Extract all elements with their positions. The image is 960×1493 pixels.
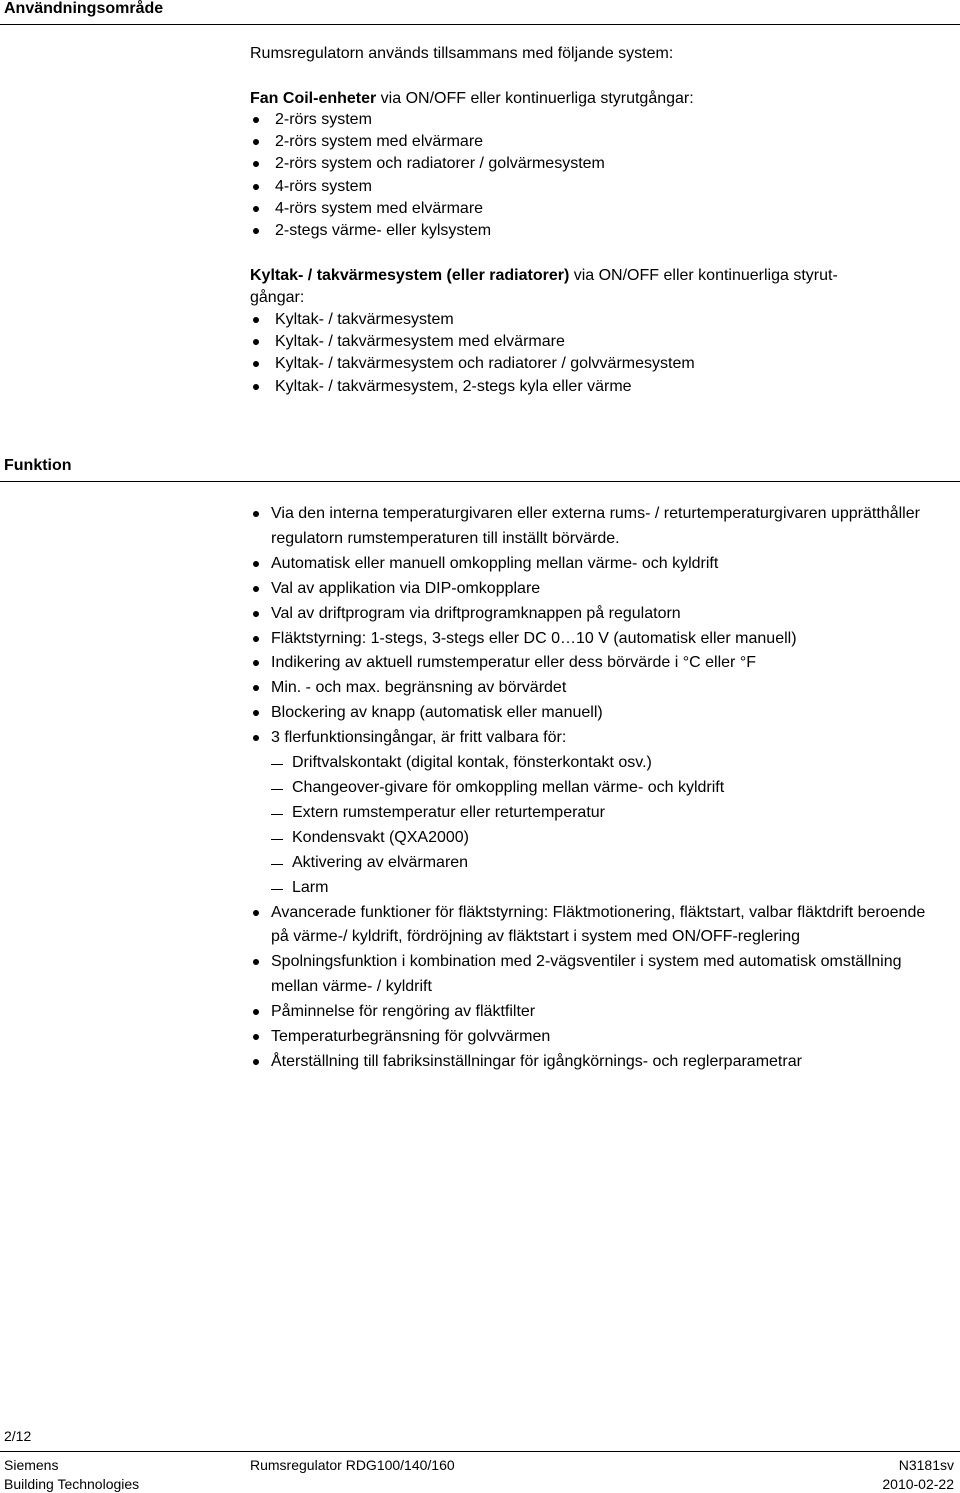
footer-division: Building Technologies [4,1476,140,1492]
list-item: Blockering av knapp (automatisk eller manuell) [250,701,940,726]
list-item: 2-stegs värme- eller kylsystem [250,220,605,242]
footer-date: 2010-02-22 [882,1476,954,1492]
list-item: Återställning till fabriksinställningar för igångkörnings- och reglerparametrar [250,1050,940,1075]
section-title-anvandningsomrade: Användningsområde [4,0,164,17]
footer-product: Rumsregulator RDG100/140/160 [250,1457,455,1473]
fancoil-heading-bold: Fan Coil-enheter [250,90,377,107]
sub-list-item: Larm [271,876,940,901]
fancoil-heading [250,90,694,108]
section-divider [0,24,960,25]
list-item: Indikering av aktuell rumstemperatur eller dess börvärde i °C eller °F [250,651,940,676]
list-item: Avancerade funktioner för fläktstyrning: Fläktmotionering, fläktstart, valbar fläktdrift beroende på värme-/ kyldrift, fördröjning av fläktstart i system med ON/OFF-reglering [250,901,940,951]
kyltak-heading-rest: via ON/OFF eller kontinuerliga styrut- [569,267,838,284]
list-item: Temperaturbegränsning för golvvärmen [250,1025,940,1050]
kyltak-heading-line2: gångar: [250,289,305,306]
list-item: Påminnelse för rengöring av fläktfilter [250,1000,940,1025]
list-item: Kyltak- / takvärmesystem [250,309,695,331]
list-item: 4-rörs system [250,176,605,198]
page-number: 2/12 [4,1428,32,1444]
list-item-label: 3 flerfunktionsingångar, är fritt valbara för: [271,729,567,747]
list-item: 2-rörs system och radiatorer / golvärmesystem [250,153,605,175]
list-item: Spolningsfunktion i kombination med 2-vägsventiler i system med automatisk omställning mellan värme- / kyldrift [250,950,940,1000]
sub-list [271,751,940,900]
list-item-multifunction [250,726,940,900]
footer-doc-id: N3181sv [898,1457,954,1473]
kyltak-heading [250,267,838,285]
sub-list-item: Driftvalskontakt (digital kontak, fönsterkontakt osv.) [271,751,940,776]
list-item: Automatisk eller manuell omkoppling mellan värme- och kyldrift [250,552,940,577]
list-item: 2-rörs system med elvärmare [250,131,605,153]
list-item: 2-rörs system [250,109,605,131]
list-item: Fläktstyrning: 1-stegs, 3-stegs eller DC 0…10 V (automatisk eller manuell) [250,627,940,652]
kyltak-list [250,309,695,398]
footer-company: Siemens [4,1457,59,1473]
section-title-funktion: Funktion [4,457,72,474]
list-item: Kyltak- / takvärmesystem och radiatorer / golvvärmesystem [250,353,695,375]
sub-list-item: Kondensvakt (QXA2000) [271,826,940,851]
sub-list-item: Aktivering av elvärmaren [271,851,940,876]
intro-text: Rumsregulatorn används tillsammans med följande system: [250,45,674,62]
sub-list-item: Changeover-givare för omkoppling mellan värme- och kyldrift [271,776,940,801]
funktion-list [250,502,940,1075]
list-item: Kyltak- / takvärmesystem med elvärmare [250,331,695,353]
list-item: Kyltak- / takvärmesystem, 2-stegs kyla eller värme [250,376,695,398]
section-divider [0,481,960,482]
sub-list-item: Extern rumstemperatur eller returtemperatur [271,801,940,826]
footer-divider [0,1451,960,1452]
fancoil-list [250,109,605,242]
list-item: Val av applikation via DIP-omkopplare [250,577,940,602]
list-item: Min. - och max. begränsning av börvärdet [250,676,940,701]
kyltak-heading-bold: Kyltak- / takvärmesystem (eller radiatorer) [250,267,570,284]
fancoil-heading-rest: via ON/OFF eller kontinuerliga styrutgångar: [376,90,694,107]
list-item: Val av driftprogram via driftprogramknappen på regulatorn [250,602,940,627]
list-item: 4-rörs system med elvärmare [250,198,605,220]
list-item: Via den interna temperaturgivaren eller externa rums- / returtemperaturgivaren upprätthåller regulatorn rumstemperaturen till inställt börvärde. [250,502,940,552]
